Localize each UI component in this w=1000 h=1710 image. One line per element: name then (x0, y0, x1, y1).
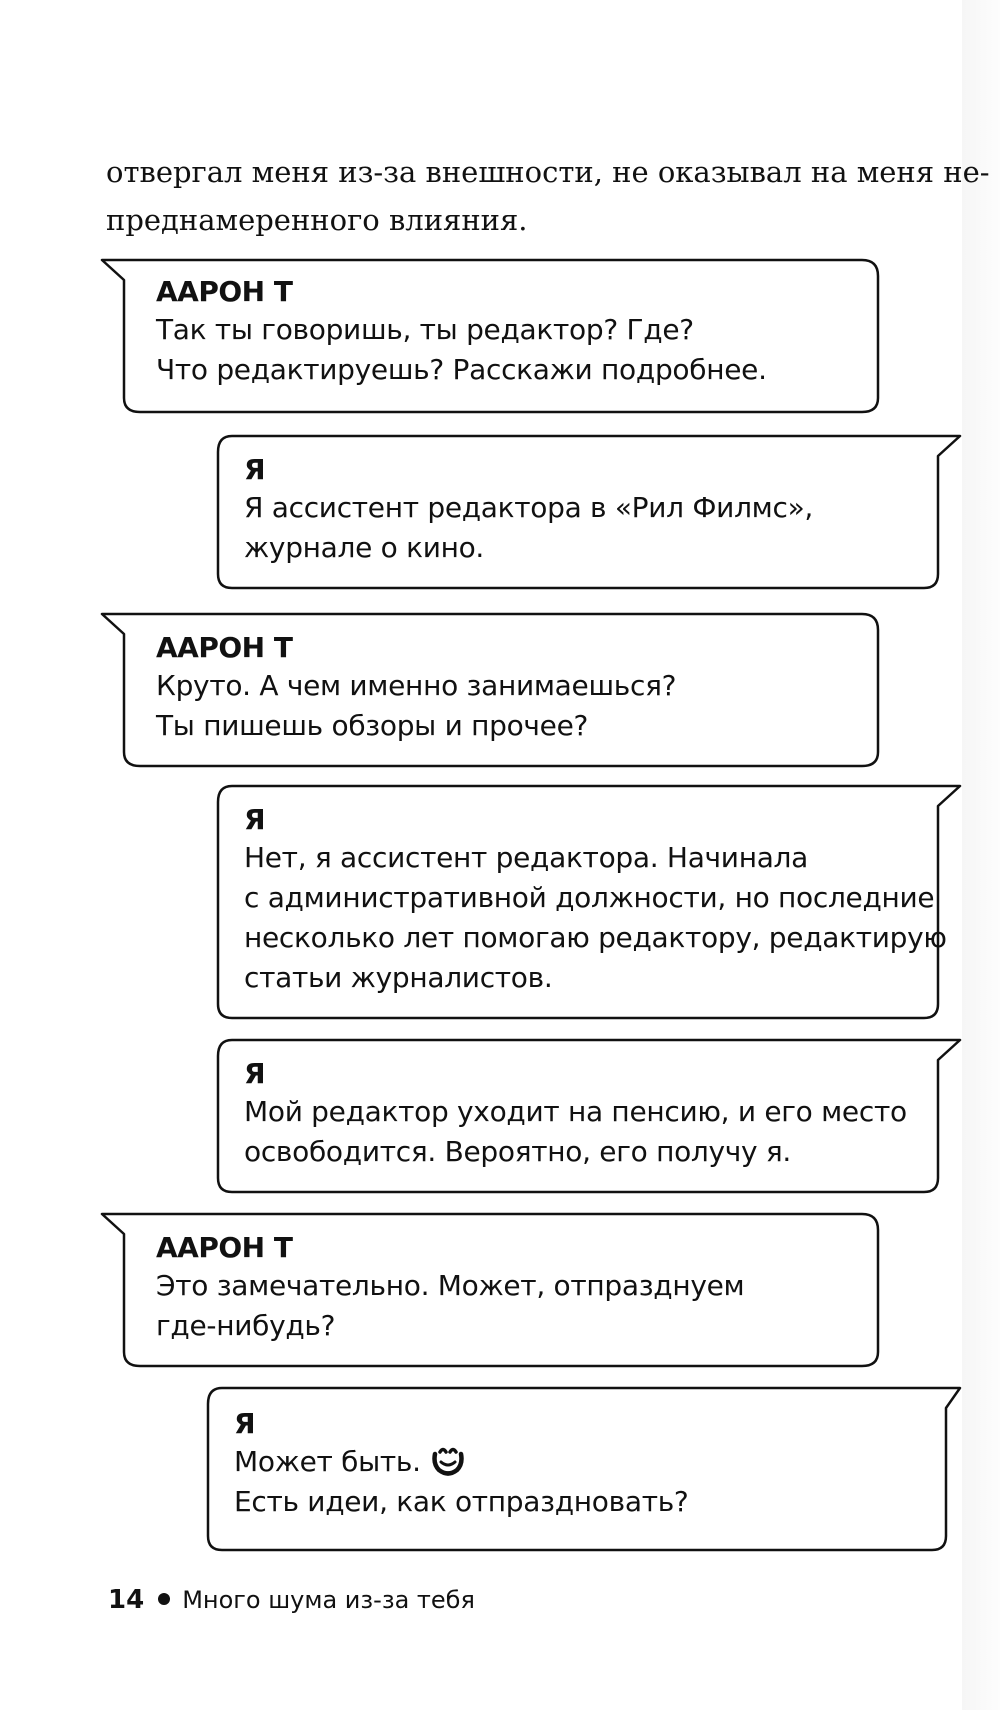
message-line: Я ассистент редактора в «Рил Филмс», (244, 491, 814, 524)
page-footer (108, 1584, 475, 1616)
message-sender: ААРОН Т (156, 1231, 293, 1264)
message-bubble-outgoing (216, 1038, 962, 1194)
message-bubble-outgoing (216, 434, 962, 590)
message-line: Ты пишешь обзоры и прочее? (156, 709, 589, 742)
message-sender: Я (244, 1057, 266, 1090)
message-sender: ААРОН Т (156, 631, 293, 664)
message-line: Так ты говоришь, ты редактор? Где? (156, 313, 694, 346)
message-line: журнале о кино. (244, 531, 485, 564)
message-line: с административной должности, но последние (244, 881, 935, 914)
intro-line: отвергал меня из-за внешности, не оказывал на меня не- (106, 155, 990, 189)
message-line: Мой редактор уходит на пенсию, и его место (244, 1095, 907, 1128)
message-line: Круто. А чем именно занимаешься? (156, 669, 677, 702)
message-line: несколько лет помогаю редактору, редактирую (244, 921, 947, 954)
message-bubble-incoming (100, 1212, 880, 1368)
bullet-separator (158, 1593, 170, 1605)
message-sender: Я (244, 453, 266, 486)
message-line: освободится. Вероятно, его получу я. (244, 1135, 792, 1168)
page-number: 14 (108, 1585, 145, 1615)
message-line: статьи журналистов. (244, 961, 553, 994)
message-line: где-нибудь? (156, 1309, 336, 1342)
message-line: Есть идеи, как отпраздновать? (234, 1485, 689, 1518)
message-line: Нет, я ассистент редактора. Начинала (244, 841, 809, 874)
message-line (234, 1442, 688, 1482)
message-sender: ААРОН Т (156, 275, 293, 308)
message-bubble-incoming (100, 612, 880, 768)
book-title: Много шума из-за тебя (182, 1586, 475, 1614)
message-bubble-outgoing (206, 1386, 962, 1552)
page-edge (962, 0, 1000, 1710)
message-line-text: Может быть. (234, 1445, 421, 1478)
message-bubble-incoming (100, 258, 880, 414)
message-line: Что редактируешь? Расскажи подробнее. (156, 353, 767, 386)
message-line: Это замечательно. Может, отпразднуем (156, 1269, 745, 1302)
smiley-icon (431, 1442, 465, 1476)
message-sender: Я (244, 803, 266, 836)
message-sender: Я (234, 1407, 256, 1440)
intro-paragraph (106, 148, 990, 244)
message-bubble-outgoing (216, 784, 962, 1020)
intro-line: преднамеренного влияния. (106, 203, 528, 237)
